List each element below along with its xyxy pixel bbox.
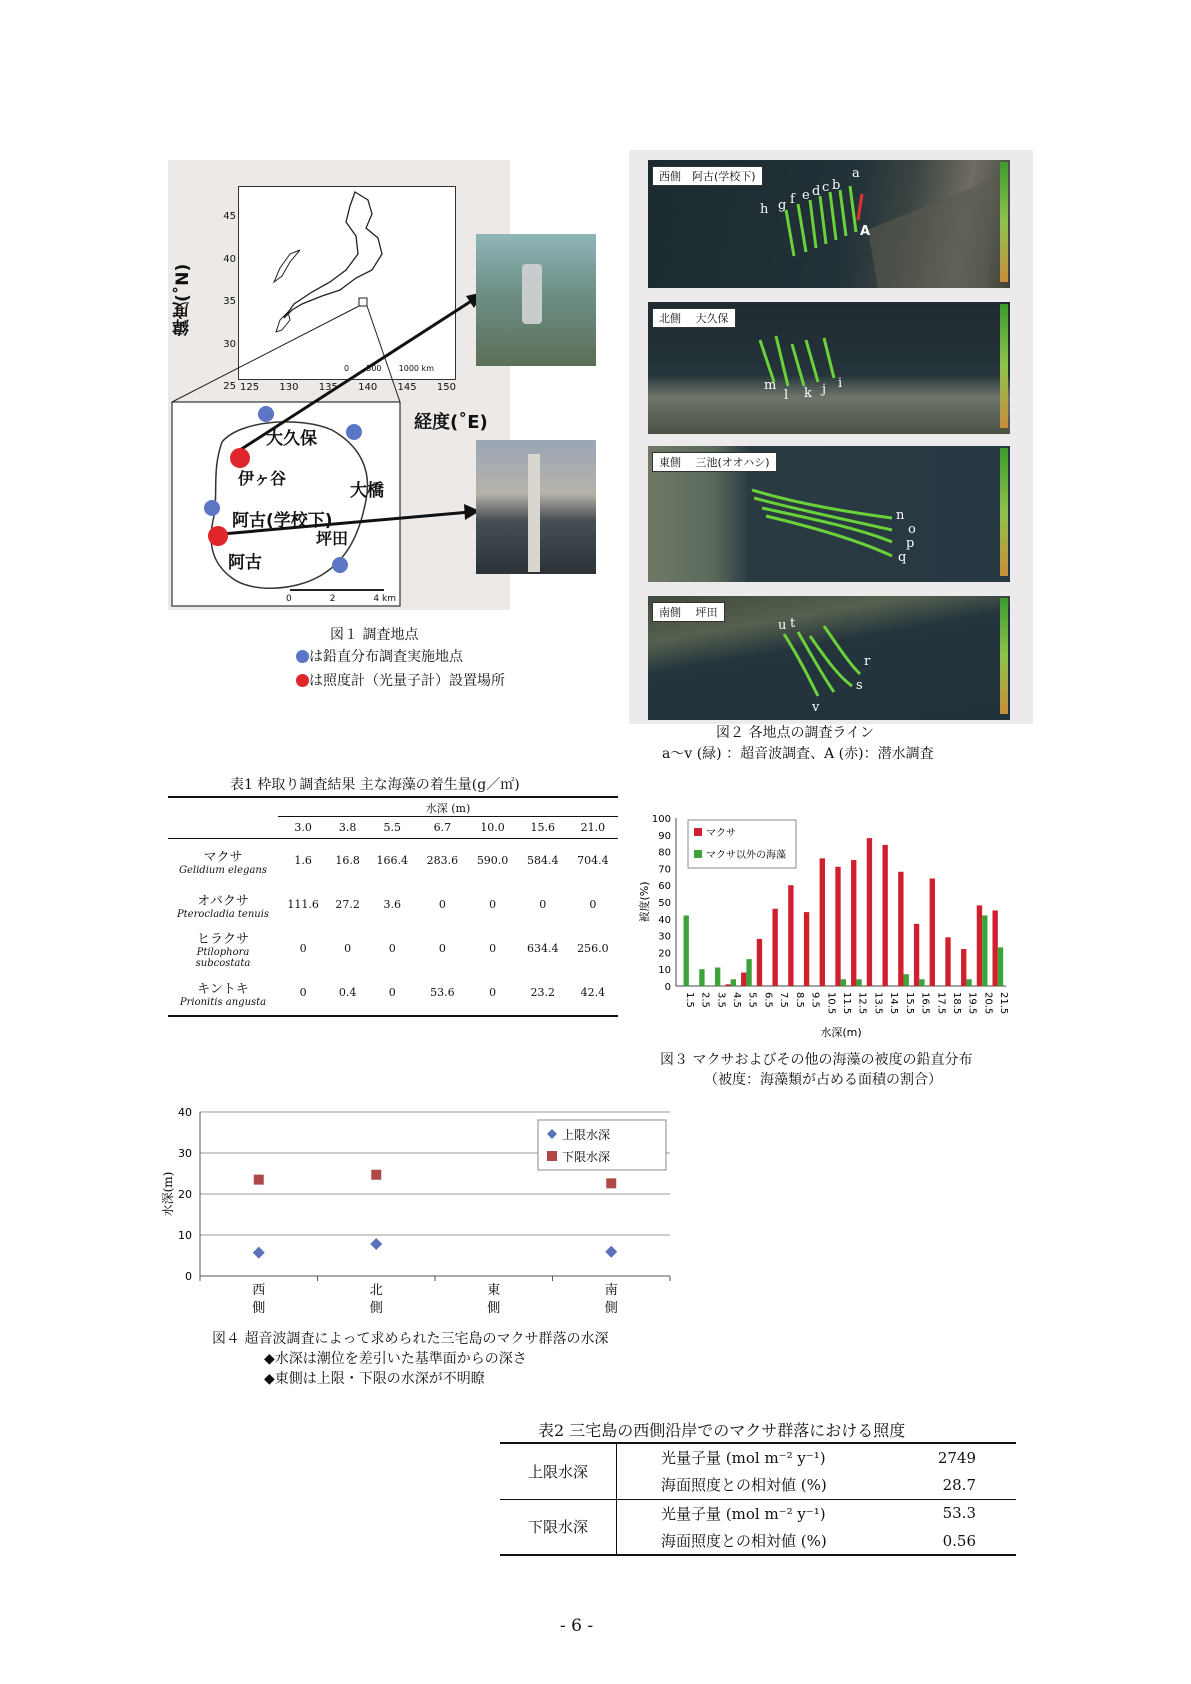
cell: 27.2 <box>335 898 360 911</box>
site-dot-blue <box>258 406 274 422</box>
row-value: 0.56 <box>942 1531 976 1550</box>
row-name: 光量子量 (mol m⁻² y⁻¹) <box>661 1504 826 1523</box>
table1-title: 表1 枠取り調査結果 主な海藻の着生量(g／㎡) <box>230 777 520 793</box>
x-tick-label: 11.5 <box>841 992 852 1015</box>
y-tick-label: 20 <box>658 948 671 960</box>
panel-label: 南側 坪田 <box>652 602 725 622</box>
sensor-photo <box>476 440 596 574</box>
cell: 166.4 <box>376 854 408 868</box>
bar-makusa <box>804 912 809 986</box>
bar-makusa <box>867 838 872 986</box>
panel-label: 北側 大久保 <box>652 308 736 328</box>
cell: 53.6 <box>430 986 455 999</box>
fig4-caption: 図４ 超音波調査によって求められた三宅島のマクサ群落の水深 <box>212 1331 609 1347</box>
bar-makusa <box>977 905 982 986</box>
blue-dot-icon <box>296 650 309 663</box>
bar-makusa <box>741 973 746 986</box>
lat-tick: 35 <box>223 296 236 307</box>
x-tick-label: 17.5 <box>935 992 947 1015</box>
cell: 0 <box>299 942 307 955</box>
bar-other <box>982 915 987 986</box>
fig3-caption: 図３ マクサおよびその他の海藻の被度の鉛直分布 <box>660 1052 973 1068</box>
line-letter-c: c <box>822 180 830 195</box>
bar-makusa <box>835 867 840 986</box>
y-tick-label: 50 <box>658 898 671 909</box>
depth-col: 3.8 <box>328 817 367 839</box>
bar-other <box>715 968 720 986</box>
depth-col: 5.5 <box>367 817 417 839</box>
depth-col: 21.0 <box>568 817 618 839</box>
lat-axis-label: 緯度(˚N) <box>173 263 193 336</box>
bar-makusa <box>930 878 935 986</box>
x-tick-label: 側 <box>487 1301 501 1316</box>
y-tick-label: 40 <box>658 914 671 926</box>
fig2-caption-note: a～v (緑) ：超音波調査、A (赤)：潜水調査 <box>662 746 934 762</box>
y-tick-label: 0 <box>185 1270 192 1283</box>
underwater-photo <box>476 234 596 366</box>
chart-legend <box>688 820 796 868</box>
fig2-panel-south <box>648 596 1010 720</box>
bar-other <box>746 959 751 986</box>
point-upper-depth <box>370 1238 382 1250</box>
site-dot-blue <box>332 557 348 573</box>
bar-other <box>731 979 736 986</box>
cell: 634.4 <box>526 942 559 955</box>
table-row <box>168 971 618 1015</box>
place-ako-school: 阿古(学校下) <box>232 511 333 531</box>
y-tick-label: 20 <box>178 1188 192 1201</box>
lon-tick: 125 <box>240 382 260 393</box>
cell: 704.4 <box>577 854 609 868</box>
y-tick-label: 10 <box>658 965 671 977</box>
cell: 0 <box>388 942 396 955</box>
bar-makusa <box>961 949 966 986</box>
x-tick-label: 21.5 <box>998 992 1010 1015</box>
scale-tick: 1000 km <box>398 364 434 373</box>
bar-makusa <box>772 909 777 986</box>
table1 <box>168 796 618 1017</box>
line-letter-n: n <box>896 508 905 523</box>
line-letter-q: q <box>898 550 907 565</box>
species-name: オバクサ <box>197 893 249 909</box>
row-name: 海面照度との相対値 (%) <box>661 1532 827 1550</box>
island-scale <box>286 594 396 604</box>
scale-tick: 2 <box>329 594 336 604</box>
legend-label: 上限水深 <box>562 1128 611 1142</box>
x-tick-label: 側 <box>369 1301 383 1316</box>
x-tick-label: 東 <box>487 1283 501 1298</box>
lat-tick: 45 <box>223 211 236 222</box>
legend-label: マクサ以外の海藻 <box>706 850 786 861</box>
bar-makusa <box>788 885 793 986</box>
fig4-note: ◆東側は上限・下限の水深が不明瞭 <box>264 1371 485 1387</box>
lat-ticks <box>212 196 236 409</box>
fig2-caption: 図２ 各地点の調査ライン <box>716 725 875 741</box>
bar-other <box>684 915 689 986</box>
fig4-note: ◆水深は潮位を差引いた基準面からの深さ <box>264 1351 527 1367</box>
y-tick-label: 100 <box>651 814 671 825</box>
species-name: ヒラクサ <box>196 932 249 947</box>
bar-makusa <box>898 872 903 986</box>
species-name: マクサ <box>203 849 243 865</box>
line-letter-r: r <box>864 654 871 669</box>
fig1-caption: 図１ 調査地点 <box>330 627 419 643</box>
fig1-legend-blue <box>296 648 463 667</box>
fig4-depth-chart <box>160 1106 700 1328</box>
y-tick-label: 70 <box>658 864 671 876</box>
lon-tick: 135 <box>318 382 338 393</box>
lat-tick: 25 <box>223 381 236 392</box>
depth-col: 3.0 <box>278 817 328 839</box>
dive-line-label: A <box>860 224 871 239</box>
fig3-caption-note: （被度：海藻類が占める面積の割合） <box>704 1072 942 1088</box>
depth-col: 15.6 <box>518 817 568 839</box>
lon-tick: 140 <box>358 382 378 393</box>
x-tick-label: 19.5 <box>966 992 978 1015</box>
table2 <box>500 1442 1016 1556</box>
depth-header: 水深 (m) <box>278 798 618 817</box>
cell: 0 <box>388 986 396 999</box>
lon-axis-label: 経度(˚E) <box>414 412 488 433</box>
bar-makusa <box>945 937 950 986</box>
lon-tick: 150 <box>436 382 456 393</box>
y-tick-label: 90 <box>658 830 671 842</box>
y-axis-title: 被度(%) <box>638 881 651 923</box>
cell: 283.6 <box>426 854 459 868</box>
species-name: キントキ <box>197 981 249 997</box>
table-row <box>168 839 618 883</box>
x-axis-title: 水深(m) <box>820 1026 862 1039</box>
line-letter-v: v <box>812 700 820 715</box>
x-tick-label: 西 <box>252 1283 266 1298</box>
fig1-study-box <box>359 298 367 306</box>
line-letter-h: h <box>760 202 769 217</box>
place-ako: 阿古 <box>228 553 262 573</box>
cell: 0.4 <box>338 986 357 999</box>
fig2-panel-north <box>648 302 1010 434</box>
species-sci: Pterocladia tenuis <box>176 908 270 920</box>
table-row <box>500 1499 1016 1527</box>
place-oohashi: 大橋 <box>350 481 384 501</box>
x-tick-label: 側 <box>604 1301 618 1316</box>
lon-tick: 145 <box>397 382 417 393</box>
x-tick-label: 18.5 <box>951 992 962 1015</box>
survey-lines <box>648 596 1010 720</box>
page-number: - 6 - <box>560 1616 594 1636</box>
group-label: 下限水深 <box>500 1499 617 1555</box>
y-tick-label: 60 <box>658 881 671 893</box>
lat-tick: 40 <box>223 253 236 265</box>
line-letter-t: t <box>790 616 796 631</box>
cell: 3.6 <box>383 898 401 911</box>
bar-makusa <box>882 845 887 986</box>
legend-swatch <box>547 1151 557 1161</box>
x-tick-label: 側 <box>252 1301 266 1316</box>
row-value: 28.7 <box>907 1471 1016 1499</box>
fig2-panel-east <box>648 446 1010 582</box>
point-lower-depth <box>606 1178 616 1188</box>
species-sci: Gelidium elegans <box>179 864 267 876</box>
x-tick-label: 南 <box>604 1283 618 1298</box>
y-tick-label: 80 <box>658 847 671 859</box>
bar-other <box>998 947 1003 986</box>
cell: 584.4 <box>526 854 559 868</box>
bar-other <box>856 979 861 986</box>
cell: 590.0 <box>476 854 509 868</box>
x-tick-label: 3.5 <box>715 992 727 1008</box>
row-value: 2749 <box>937 1448 976 1467</box>
lat-tick: 30 <box>223 338 236 350</box>
fig2-panel-west <box>648 160 1010 288</box>
line-letter-e: e <box>802 188 810 203</box>
cell: 23.2 <box>530 986 555 999</box>
bar-makusa <box>851 860 856 986</box>
inset-scale <box>344 364 434 373</box>
depth-col: 10.0 <box>467 817 517 839</box>
panel-label: 東側 三池(オオハシ) <box>652 452 777 472</box>
bar-other <box>699 969 704 986</box>
table2-title: 表2 三宅島の西側沿岸でのマクサ群落における照度 <box>538 1421 906 1440</box>
x-tick-label: 15.5 <box>903 992 915 1015</box>
line-letter-g: g <box>778 198 787 213</box>
line-letter-k: k <box>804 386 812 401</box>
legend-label: マクサ <box>706 828 736 839</box>
bar-makusa <box>992 910 997 986</box>
species-sci: Ptilophora subcostata <box>195 947 251 969</box>
x-tick-label: 北 <box>369 1283 383 1298</box>
line-letter-u: u <box>778 618 787 633</box>
x-tick-label: 12.5 <box>856 992 868 1015</box>
x-tick-label: 13.5 <box>872 992 884 1015</box>
scale-tick: 0 <box>344 364 350 373</box>
x-tick-label: 16.5 <box>919 992 931 1015</box>
point-lower-depth <box>371 1170 381 1180</box>
legend-blue-text: は鉛直分布調査実施地点 <box>309 649 463 665</box>
place-iigatani: 伊ヶ谷 <box>238 469 287 488</box>
x-tick-label: 10.5 <box>825 992 837 1015</box>
line-letter-d: d <box>812 184 821 199</box>
place-ookubo: 大久保 <box>266 429 317 449</box>
table-row <box>168 883 618 927</box>
line-letter-s: s <box>856 678 863 693</box>
cell: 0 <box>299 986 307 999</box>
site-dot-blue <box>346 424 362 440</box>
row-name: 海面照度との相対値 (%) <box>617 1471 908 1499</box>
table-row <box>500 1443 1016 1471</box>
y-axis-title: 水深(m) <box>161 1171 175 1217</box>
line-letter-p: p <box>906 536 915 551</box>
cell: 0 <box>489 942 497 955</box>
cell: 42.4 <box>580 986 606 999</box>
table-row <box>168 927 618 971</box>
species-sci: Prionitis angusta <box>179 996 267 1008</box>
legend-swatch <box>694 828 702 836</box>
cell: 16.8 <box>335 854 360 868</box>
x-tick-label: 1.5 <box>683 992 695 1008</box>
y-tick-label: 0 <box>664 982 671 993</box>
bar-other <box>841 979 846 986</box>
legend-label: 下限水深 <box>562 1150 611 1164</box>
x-tick-label: 20.5 <box>982 992 994 1015</box>
scale-tick: 500 <box>366 364 382 373</box>
y-tick-label: 30 <box>658 931 671 943</box>
y-tick-label: 10 <box>178 1229 192 1242</box>
x-tick-label: 5.5 <box>746 992 758 1008</box>
line-letter-l: l <box>784 388 789 403</box>
x-tick-label: 14.5 <box>888 992 900 1015</box>
bar-other <box>904 974 909 986</box>
cell: 0 <box>489 986 497 999</box>
line-letter-b: b <box>832 178 841 193</box>
cell: 111.6 <box>287 898 319 911</box>
y-tick-label: 30 <box>178 1147 192 1160</box>
cell: 0 <box>344 942 352 955</box>
x-tick-label: 9.5 <box>809 992 821 1008</box>
bar-makusa <box>757 939 762 986</box>
cell: 256.0 <box>577 942 609 955</box>
x-tick-label: 8.5 <box>793 992 805 1008</box>
survey-lines <box>648 446 1010 582</box>
bar-makusa <box>725 984 730 986</box>
point-upper-depth <box>253 1247 265 1259</box>
point-upper-depth <box>605 1246 617 1258</box>
chart-legend <box>538 1120 666 1170</box>
x-tick-label: 6.5 <box>762 992 774 1008</box>
lon-ticks <box>240 382 456 393</box>
legend-swatch <box>694 850 702 858</box>
site-dot-red <box>208 526 228 546</box>
lon-tick: 130 <box>279 382 299 393</box>
panel-label: 西側 阿古(学校下) <box>652 166 763 186</box>
site-dot-red <box>230 448 250 468</box>
cell: 0 <box>438 898 446 911</box>
cell: 0 <box>489 898 497 911</box>
x-tick-label: 2.5 <box>699 992 711 1008</box>
line-letter-f: f <box>790 192 795 207</box>
fig3-bar-chart <box>636 810 1026 1046</box>
line-letter-i: i <box>838 376 843 391</box>
scale-tick: 4 km <box>373 594 396 604</box>
point-lower-depth <box>254 1175 264 1185</box>
site-dot-blue <box>204 500 220 516</box>
depth-col: 6.7 <box>417 817 467 839</box>
cell: 0 <box>438 942 446 955</box>
line-letter-m: m <box>764 378 777 393</box>
bar-other <box>919 979 924 986</box>
bar-makusa <box>914 924 919 986</box>
group-label: 上限水深 <box>500 1443 617 1499</box>
line-letter-j: j <box>822 382 827 397</box>
legend-red-text: は照度計（光量子計）設置場所 <box>309 673 505 689</box>
line-letter-a: a <box>852 166 860 181</box>
fig1-legend-red <box>296 672 505 691</box>
cell: 0 <box>589 898 597 911</box>
y-tick-label: 40 <box>178 1106 192 1119</box>
row-name: 光量子量 (mol m⁻² y⁻¹) <box>661 1449 826 1467</box>
cell: 0 <box>539 898 547 911</box>
x-tick-label: 4.5 <box>731 992 742 1008</box>
row-value: 53.3 <box>942 1504 976 1523</box>
cell: 1.6 <box>294 854 312 868</box>
scale-tick: 0 <box>286 594 292 604</box>
place-tsubota: 坪田 <box>316 529 349 548</box>
line-letter-o: o <box>908 522 916 537</box>
bar-other <box>966 979 971 986</box>
bar-makusa <box>820 858 825 986</box>
survey-lines <box>648 302 1010 434</box>
x-tick-label: 7.5 <box>778 992 790 1008</box>
red-dot-icon <box>296 674 309 687</box>
